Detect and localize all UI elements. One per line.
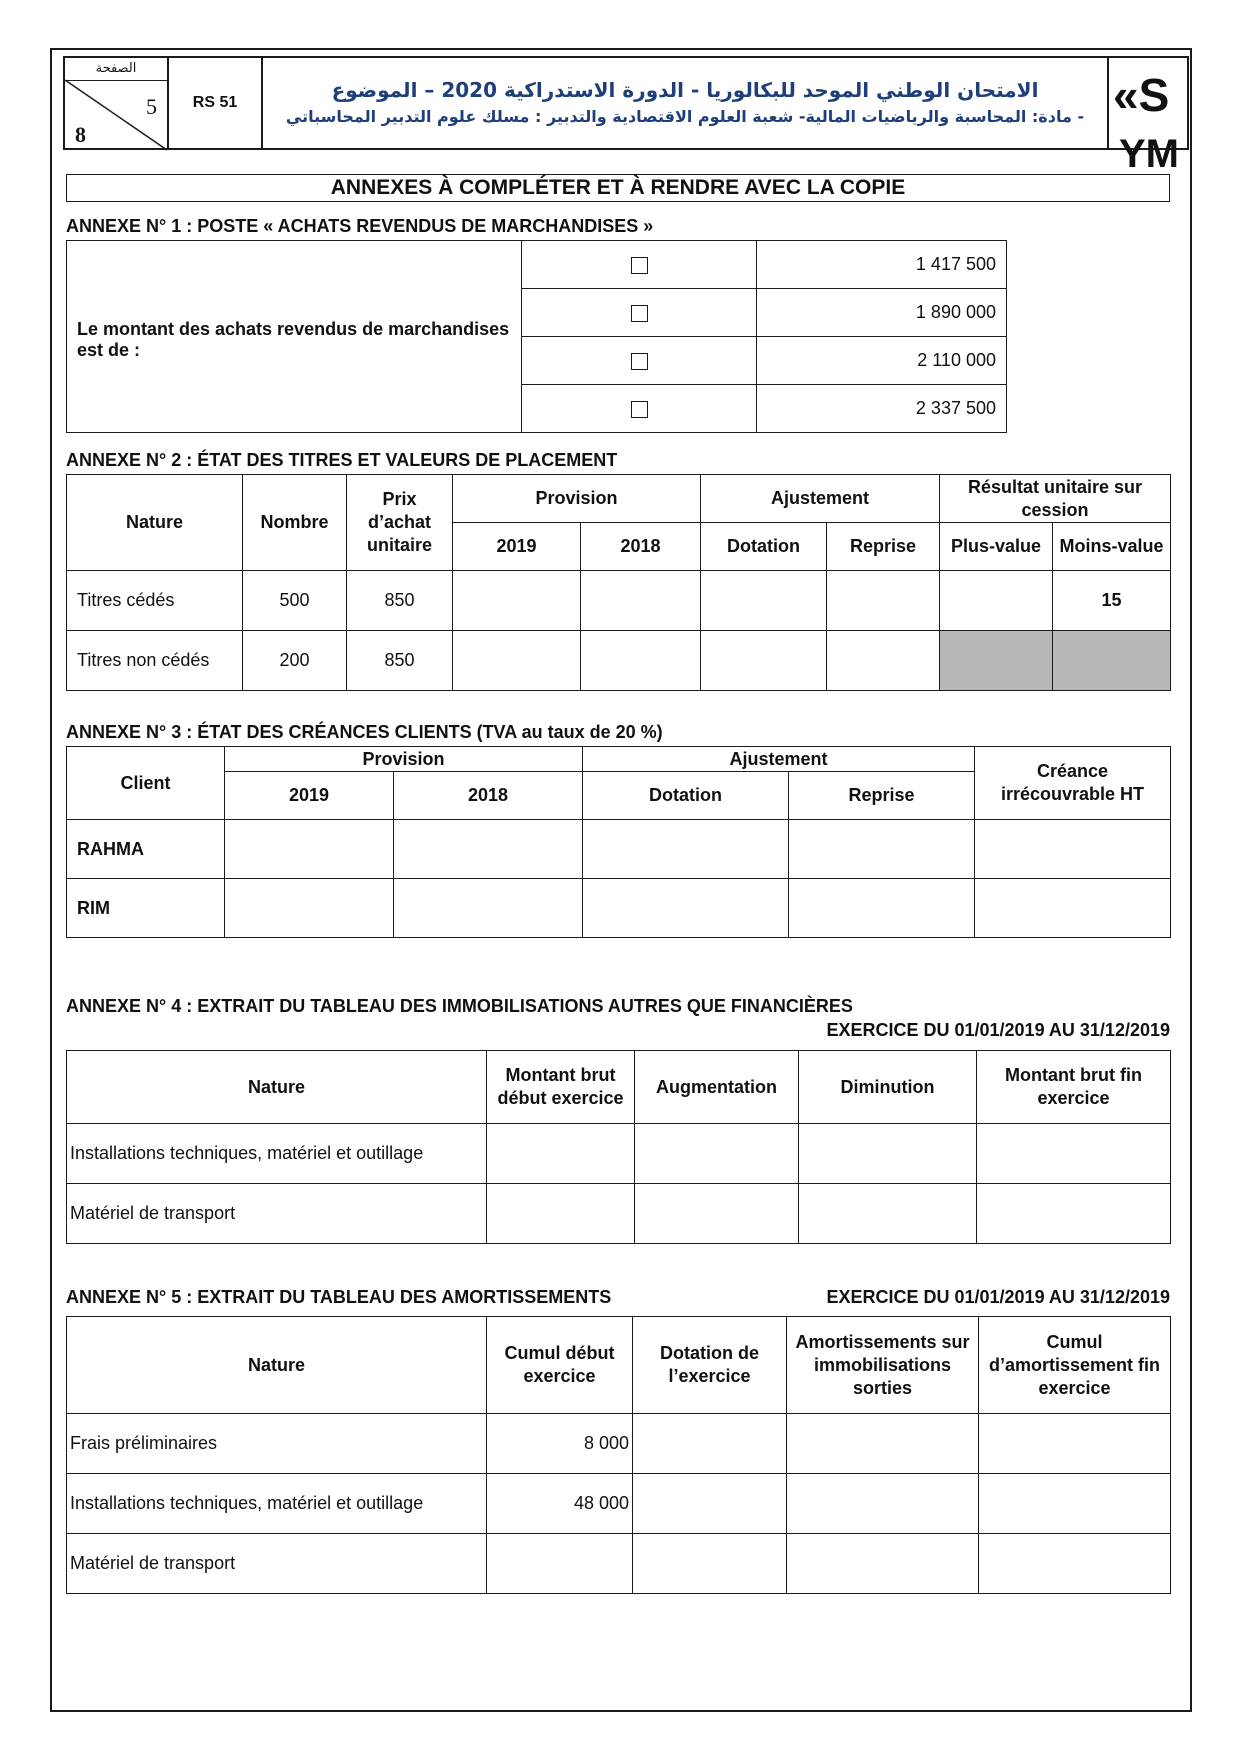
cell-nombre: 200 [243, 631, 347, 691]
cell-dotation[interactable] [633, 1414, 787, 1474]
option-value-2: 1 890 000 [757, 289, 1007, 337]
annexe2-table [66, 474, 1171, 691]
col-plus-value: Plus-value [940, 523, 1053, 571]
exam-title-line2: - مادة: المحاسبة والرياضيات المالية- شعبة العلوم الاقتصادية والتدبير : مسلك علوم التدبير المحاسباتي [285, 107, 1085, 126]
cell-nature: Titres non cédés [67, 631, 243, 691]
cell-creance[interactable] [975, 879, 1171, 938]
checkbox-option-4[interactable] [631, 401, 648, 418]
checkbox-option-2[interactable] [631, 305, 648, 322]
col-ajustement: Ajustement [583, 747, 975, 772]
cell-brut-debut[interactable] [487, 1124, 635, 1184]
logo-text-top: «S [1113, 69, 1170, 121]
col-reprise: Reprise [789, 772, 975, 820]
cell-dotation[interactable] [633, 1474, 787, 1534]
cell-provision-2018[interactable] [394, 820, 583, 879]
col-brut-debut: Montant brut début exercice [487, 1051, 635, 1124]
cell-dotation[interactable] [701, 571, 827, 631]
cell-creance[interactable] [975, 820, 1171, 879]
cell-reprise[interactable] [827, 631, 940, 691]
cell-augmentation[interactable] [635, 1184, 799, 1244]
cell-diminution[interactable] [799, 1124, 977, 1184]
annexes-banner: ANNEXES À COMPLÉTER ET À RENDRE AVEC LA COPIE [66, 174, 1170, 202]
col-2019: 2019 [453, 523, 581, 571]
col-cumul-fin: Cumul d’amortissement fin exercice [979, 1317, 1171, 1414]
header-row [67, 475, 1171, 523]
annexe1-title: ANNEXE N° 1 : POSTE « ACHATS REVENDUS DE MARCHANDISES » [66, 216, 654, 236]
table-row [67, 879, 1171, 938]
cell-amort-sorties[interactable] [787, 1414, 979, 1474]
col-provision: Provision [225, 747, 583, 772]
annexe3-title: ANNEXE N° 3 : ÉTAT DES CRÉANCES CLIENTS (TVA au taux de 20 %) [66, 722, 663, 742]
cell-provision-2019[interactable] [225, 820, 394, 879]
col-nature: Nature [67, 1051, 487, 1124]
col-2019: 2019 [225, 772, 394, 820]
cell-nature: Frais préliminaires [67, 1414, 487, 1474]
table-row [67, 1414, 1171, 1474]
col-client: Client [67, 747, 225, 820]
annexe4-title: ANNEXE N° 4 : EXTRAIT DU TABLEAU DES IMMOBILISATIONS AUTRES QUE FINANCIÈRES [66, 996, 853, 1016]
cell-plus-value[interactable] [940, 571, 1053, 631]
cell-cumul-fin[interactable] [979, 1474, 1171, 1534]
annexe5-title: ANNEXE N° 5 : EXTRAIT DU TABLEAU DES AMORTISSEMENTS [66, 1287, 612, 1307]
table-row [67, 820, 1171, 879]
annexe5-table [66, 1316, 1171, 1594]
col-dotation: Dotation [701, 523, 827, 571]
col-cumul-debut: Cumul début exercice [487, 1317, 633, 1414]
option-value-3: 2 110 000 [757, 337, 1007, 385]
option-cell [522, 241, 757, 289]
annexe2-title: ANNEXE N° 2 : ÉTAT DES TITRES ET VALEURS DE PLACEMENT [66, 450, 618, 470]
cell-shaded [940, 631, 1053, 691]
col-nombre: Nombre [243, 475, 347, 571]
cell-amort-sorties[interactable] [787, 1534, 979, 1594]
annexe3-table [66, 746, 1171, 938]
cell-nature: Installations techniques, matériel et outillage [67, 1124, 487, 1184]
cell-prix: 850 [347, 631, 453, 691]
col-nature: Nature [67, 475, 243, 571]
col-moins-value: Moins-value [1053, 523, 1171, 571]
exam-header [63, 56, 1189, 176]
col-reprise: Reprise [827, 523, 940, 571]
cell-nombre: 500 [243, 571, 347, 631]
option-value-4: 2 337 500 [757, 385, 1007, 433]
table-row [67, 631, 1171, 691]
col-prix-achat: Prix d’achat unitaire [347, 475, 453, 571]
col-2018: 2018 [394, 772, 583, 820]
option-cell [522, 337, 757, 385]
cell-brut-fin[interactable] [977, 1184, 1171, 1244]
header-row [67, 747, 1171, 772]
cell-provision-2019[interactable] [453, 631, 581, 691]
cell-brut-debut[interactable] [487, 1184, 635, 1244]
table-row [67, 1534, 1171, 1594]
col-diminution: Diminution [799, 1051, 977, 1124]
cell-reprise[interactable] [789, 820, 975, 879]
exam-title [263, 58, 1109, 148]
checkbox-option-1[interactable] [631, 257, 648, 274]
cell-prix: 850 [347, 571, 453, 631]
annexe1-table [66, 240, 1007, 433]
cell-reprise[interactable] [789, 879, 975, 938]
option-cell [522, 385, 757, 433]
col-creance-irrecouvrable: Créance irrécouvrable HT [975, 747, 1171, 820]
col-augmentation: Augmentation [635, 1051, 799, 1124]
annexe1-question: Le montant des achats revendus de marchandises est de : [67, 241, 522, 433]
cell-cumul-debut[interactable] [487, 1534, 633, 1594]
cell-diminution[interactable] [799, 1184, 977, 1244]
cell-cumul-fin[interactable] [979, 1534, 1171, 1594]
logo [1109, 58, 1187, 176]
cell-reprise[interactable] [827, 571, 940, 631]
cell-provision-2018[interactable] [581, 571, 701, 631]
logo-text-bottom: YM [1119, 132, 1179, 176]
option-value-1: 1 417 500 [757, 241, 1007, 289]
cell-nature: Matériel de transport [67, 1184, 487, 1244]
col-dotation: Dotation de l’exercice [633, 1317, 787, 1414]
cell-dotation[interactable] [583, 879, 789, 938]
cell-brut-fin[interactable] [977, 1124, 1171, 1184]
table-row [67, 1184, 1171, 1244]
cell-amort-sorties[interactable] [787, 1474, 979, 1534]
cell-cumul-debut: 8 000 [487, 1414, 633, 1474]
table-row [67, 1124, 1171, 1184]
option-row [67, 241, 1007, 289]
cell-dotation[interactable] [583, 820, 789, 879]
cell-nature: Matériel de transport [67, 1534, 487, 1594]
cell-client: RIM [67, 879, 225, 938]
cell-cumul-fin[interactable] [979, 1414, 1171, 1474]
table-row [67, 571, 1171, 631]
cell-cumul-debut: 48 000 [487, 1474, 633, 1534]
cell-dotation[interactable] [633, 1534, 787, 1594]
option-cell [522, 289, 757, 337]
cell-nature: Installations techniques, matériel et outillage [67, 1474, 487, 1534]
page-label: الصفحة [65, 58, 167, 81]
page-total: 8 [75, 122, 86, 147]
header-row [67, 1317, 1171, 1414]
page-number-box [65, 58, 169, 148]
exam-code: RS 51 [169, 58, 263, 148]
col-resultat: Résultat unitaire sur cession [940, 475, 1171, 523]
exam-title-line1: الامتحان الوطني الموحد للبكالوريا - الدورة الاستدراكية 2020 – الموضوع [331, 78, 1039, 102]
annexe5-exercice: EXERCICE DU 01/01/2019 AU 31/12/2019 [826, 1287, 1170, 1307]
cell-augmentation[interactable] [635, 1124, 799, 1184]
col-provision: Provision [453, 475, 701, 523]
header-row [67, 1051, 1171, 1124]
annexe4-table [66, 1050, 1171, 1244]
cell-provision-2019[interactable] [225, 879, 394, 938]
col-nature: Nature [67, 1317, 487, 1414]
col-ajustement: Ajustement [701, 475, 940, 523]
cell-client: RAHMA [67, 820, 225, 879]
col-amort-sorties: Amortissements sur immobilisations sorties [787, 1317, 979, 1414]
cell-shaded [1053, 631, 1171, 691]
cell-nature: Titres cédés [67, 571, 243, 631]
col-2018: 2018 [581, 523, 701, 571]
page-current: 5 [146, 94, 157, 119]
cell-dotation[interactable] [701, 631, 827, 691]
col-dotation: Dotation [583, 772, 789, 820]
table-row [67, 1474, 1171, 1534]
checkbox-option-3[interactable] [631, 353, 648, 370]
cell-provision-2018[interactable] [581, 631, 701, 691]
cell-provision-2019[interactable] [453, 571, 581, 631]
cell-provision-2018[interactable] [394, 879, 583, 938]
cell-moins-value: 15 [1053, 571, 1171, 631]
annexe4-exercice: EXERCICE DU 01/01/2019 AU 31/12/2019 [826, 1020, 1170, 1040]
col-brut-fin: Montant brut fin exercice [977, 1051, 1171, 1124]
